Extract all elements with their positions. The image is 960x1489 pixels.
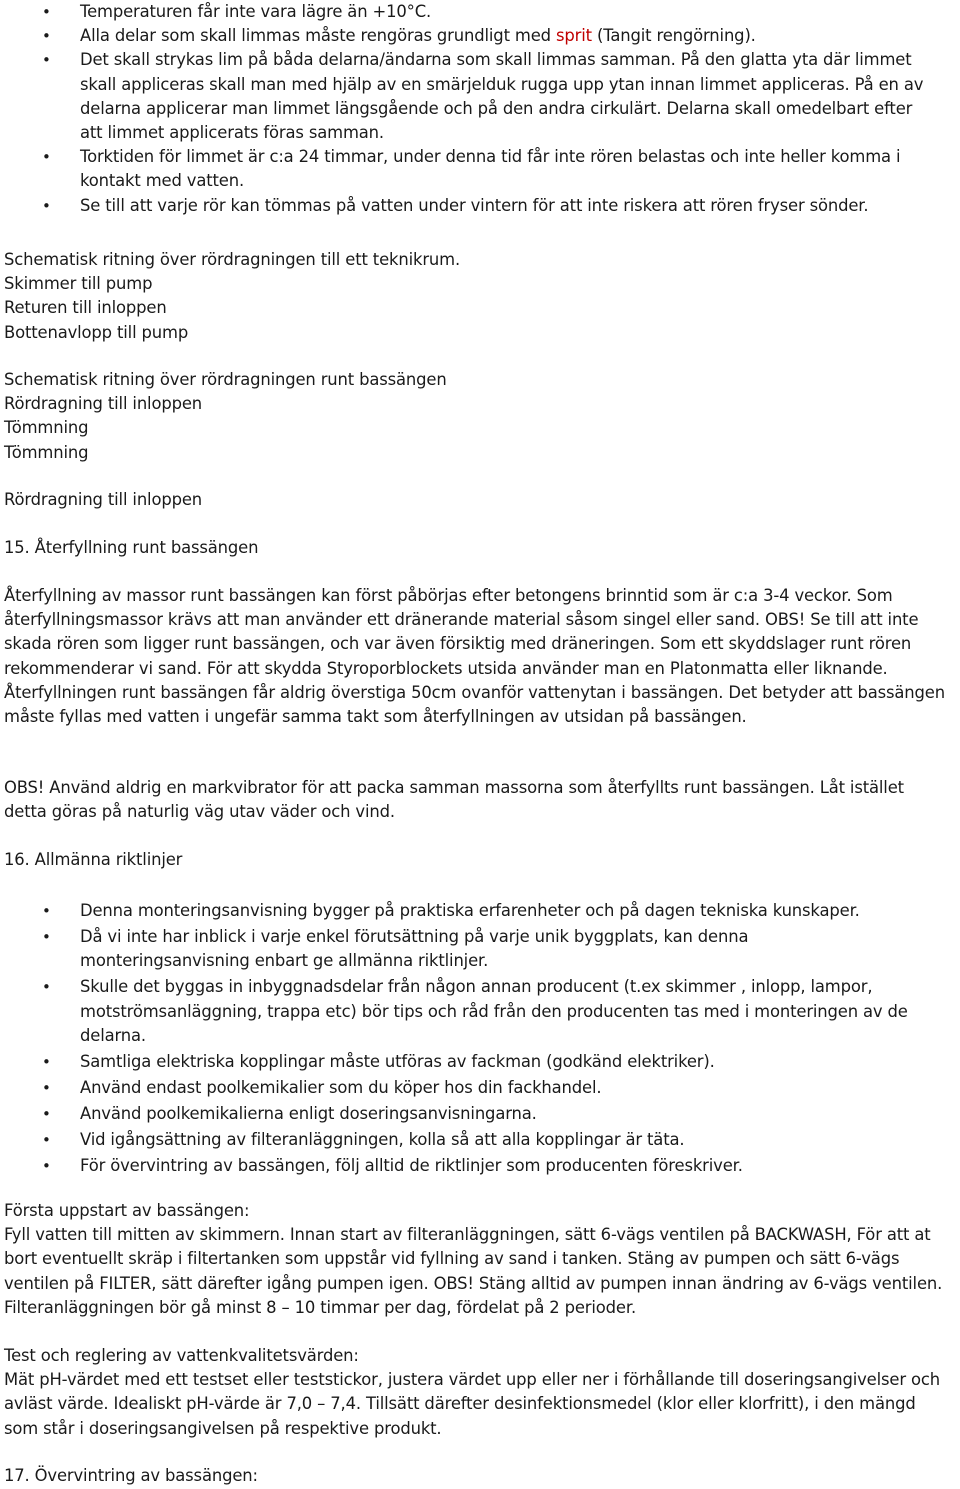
subheading: Första uppstart av bassängen: [4, 1201, 250, 1220]
list-item: • Då vi inte har inblick i varje enkel förutsättning på varje unik byggplats, kan denna monteringsanvisning enbart ge allmänna riktlinjer. [4, 925, 959, 974]
list-item: • Alla delar som skall limmas måste rengöras grundligt med sprit (Tangit rengörning). [4, 24, 959, 48]
paragraph: Återfyllning av massor runt bassängen kan först påbörjas efter betongens brinntid som är c:a 3-4 veckor. Som återfyllningsmassor krävs att man använder ett dränerande material såsom singel eller sand. OBS! Se till att inte skada rören som ligger runt bassängen, och var även försiktig med dräneringen. Som ett skyddslager runt rören rekommenderar vi sand. För att skydda Styroporblockets utsida använder man en Platonmatta eller liknande. Återfyllningen runt bassängen får aldrig överstiga 50cm ovanför vattenytan i bassängen. Det betyder att bassängen måste fyllas med vatten i ungefär samma takt som återfyllningen av utsidan på bassängen. [4, 586, 945, 727]
section-heading: 15. Återfyllning runt bassängen [4, 538, 259, 557]
list-item: • Det skall strykas lim på båda delarna/ändarna som skall limmas samman. På den glatta yta där limmet skall appliceras skall man med hjälp av en smärjelduk rugga upp ytan innan limmet appliceras. På en av delarna applicerar man limmet längsgående och på den andra cirkulärt. Delarna skall omedelbart efter att limmet applicerats föras samman. [4, 48, 959, 145]
list-item: • Vid igångsättning av filteranläggningen, kolla så att alla kopplingar är täta. [4, 1128, 959, 1152]
list-item: • Se till att varje rör kan tömmas på vatten under vintern för att inte riskera att rören fryser sönder. [4, 194, 959, 218]
paragraph: Mät pH-värdet med ett testset eller teststickor, justera värdet upp eller ner i förhållande till doseringsangivelser och avläst värde. Idealiskt pH-värde är 7,0 – 7,4. Tillsätt därefter desinfektionsmedel (klor eller klorfritt), i den mängd som står i doseringsangivelsen på respektive produkt. [4, 1370, 940, 1438]
section-heading: 16. Allmänna riktlinjer [4, 850, 183, 869]
list-item: • Använd endast poolkemikalier som du köper hos din fackhandel. [4, 1076, 959, 1100]
schematic-label: Bottenavlopp till pump [4, 322, 189, 342]
schematic-label: Tömmning [4, 418, 89, 438]
paragraph: OBS! Använd aldrig en markvibrator för att packa samman massorna som återfyllts runt bassängen. Låt istället detta göras på naturlig väg utav väder och vind. [4, 778, 904, 822]
list-item: • För övervintring av bassängen, följ alltid de riktlinjer som producenten föreskriver. [4, 1154, 959, 1178]
limning-list [4, 0, 959, 218]
schematic-label: Tömmning [4, 442, 89, 462]
schematic-bassang [4, 368, 959, 465]
section-heading: 17. Övervintring av bassängen: [4, 1466, 258, 1485]
water-test-block [4, 1344, 954, 1441]
schematic-label: Returen till inloppen [4, 298, 167, 318]
schematic-label: Rördragning till inloppen [4, 394, 203, 414]
schematic-teknikrum [4, 248, 959, 345]
schematic-title: Schematisk ritning över rördragningen runt bassängen [4, 370, 447, 389]
riktlinjer-list [4, 899, 959, 1179]
highlight-text: sprit [555, 26, 592, 46]
list-item: • Skulle det byggas in inbyggnadsdelar från någon annan producent (t.ex skimmer , inlopp, lampor, motströmsanläggning, trappa etc) bör tips och råd från den producenten tas med i monteringen av de delarna. [4, 975, 959, 1048]
list-item: • Torktiden för limmet är c:a 24 timmar, under denna tid får inte rören belastas och inte heller komma i kontakt med vatten. [4, 145, 959, 193]
list-item: • Denna monteringsanvisning bygger på praktiska erfarenheter och på dagen tekniska kunskaper. [4, 899, 959, 923]
paragraph: Fyll vatten till mitten av skimmern. Innan start av filteranläggningen, sätt 6-vägs ventilen på BACKWASH, För att at bort eventuellt skräp i filtertanken som uppstår vid fyllning av sand i tanken. Stäng av pumpen och sätt 6-vägs ventilen på FILTER, sätt därefter igång pumpen igen. OBS! Stäng alltid av pumpen innan ändring av 6-vägs ventilen. Filteranläggningen bör gå minst 8 – 10 timmar per dag, fördelat på 2 perioder. [4, 1225, 943, 1317]
list-item: • Använd poolkemikalierna enligt doseringsanvisningarna. [4, 1102, 959, 1126]
list-item: • Samtliga elektriska kopplingar måste utföras av fackman (godkänd elektriker). [4, 1050, 959, 1074]
schematic-label: Rördragning till inloppen [4, 490, 203, 509]
subheading: Test och reglering av vattenkvalitetsvärden: [4, 1346, 359, 1365]
schematic-title: Schematisk ritning över rördragningen till ett teknikrum. [4, 250, 461, 269]
list-item: • Temperaturen får inte vara lägre än +10°C. [4, 0, 959, 24]
first-start-block [4, 1199, 954, 1320]
schematic-label: Skimmer till pump [4, 274, 153, 294]
